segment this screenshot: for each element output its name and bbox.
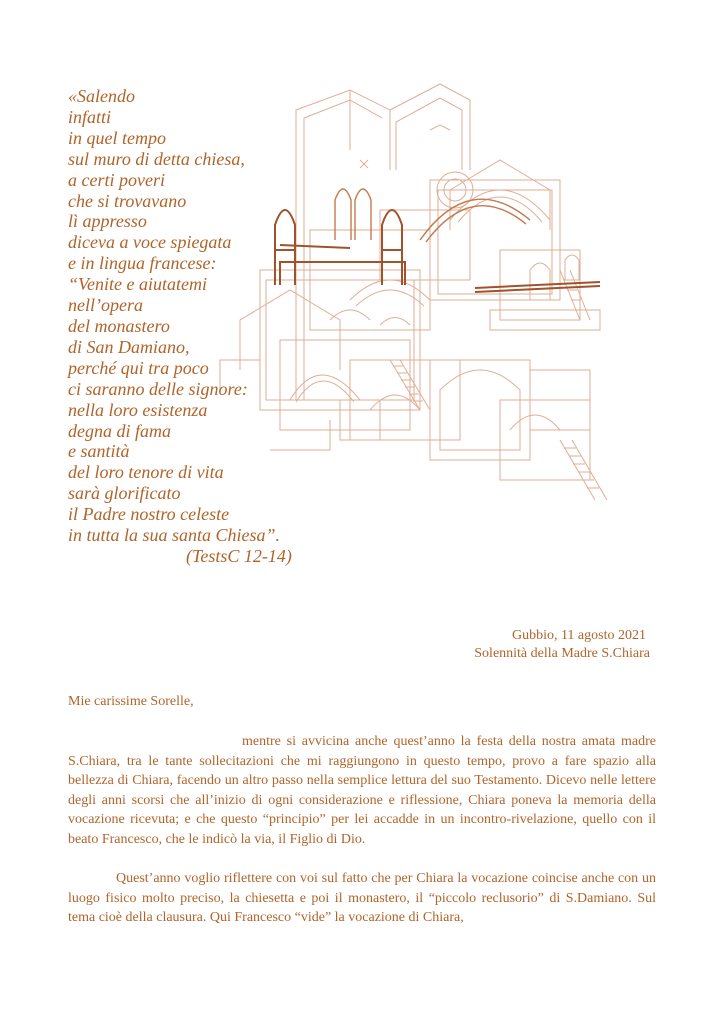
opening-quotation <box>68 86 292 567</box>
place-date: Gubbio, 11 agosto 2021 <box>511 628 646 643</box>
quote-line: nell’opera <box>68 295 143 316</box>
quote-line: «Salendo <box>68 86 135 106</box>
quote-line: ci saranno delle signore: <box>68 378 248 399</box>
quote-line: in tutta la sua santa Chiesa”. <box>68 525 281 546</box>
paragraph: mentre si avvicina anche quest’anno la festa della nostra amata madre S.Chiara, tra le tante sollecitazioni che mi raggiungono in questo tempo, provo a fare spazio alla bellezza di Chiara, facendo un altro passo nella semplice lettura del suo Testamento. Dicevo nelle lettere degli anni scorsi che all’inizio di ogni considerazione e riflessione, Chiara poneva la memoria della vocazione ricevuta; e che questo “principio” per lei accadde in un incontro-rivelazione, quello con il beato Francesco, che le indicò la via, il Figlio di Dio. <box>68 734 656 847</box>
quote-line: e santità <box>68 441 130 462</box>
quote-line: infatti <box>68 106 112 127</box>
quote-line: diceva a voce spiegata <box>68 232 232 253</box>
quote-line: lì appresso <box>68 211 147 232</box>
letter-body <box>68 732 656 928</box>
quote-citation: (TestsC 12-14) <box>186 545 292 566</box>
salutation: Mie carissime Sorelle, <box>68 694 194 709</box>
quote-line: “Venite e aiutatemi <box>68 274 207 295</box>
quote-line: e in lingua francese: <box>68 253 217 274</box>
quote-line: che si trovavano <box>68 190 187 211</box>
quote-line: degna di fama <box>68 420 171 441</box>
quote-line: nella loro esistenza <box>68 399 208 420</box>
quote-line: del monastero <box>68 315 170 336</box>
dateline <box>440 627 650 663</box>
quote-line: a certi poveri <box>68 169 165 190</box>
quote-line: il Padre nostro celeste <box>68 504 230 525</box>
quote-line: di San Damiano, <box>68 336 190 357</box>
quote-line: perché qui tra poco <box>68 357 209 378</box>
quote-line: sul muro di detta chiesa, <box>68 148 245 169</box>
occasion: Solennità della Madre S.Chiara <box>474 646 650 661</box>
quote-line: in quel tempo <box>68 127 166 148</box>
quote-line: del loro tenore di vita <box>68 462 224 483</box>
paragraph: Quest’anno voglio riflettere con voi sul fatto che per Chiara la vocazione coincise anche con un luogo fisico molto preciso, la chiesetta e poi il monastero, il “piccolo reclusorio” di S.Damiano. Sul tema cioè della clausura. Qui Francesco “vide” la vocazione di Chiara, <box>68 871 656 925</box>
quote-line: sarà glorificato <box>68 483 181 504</box>
